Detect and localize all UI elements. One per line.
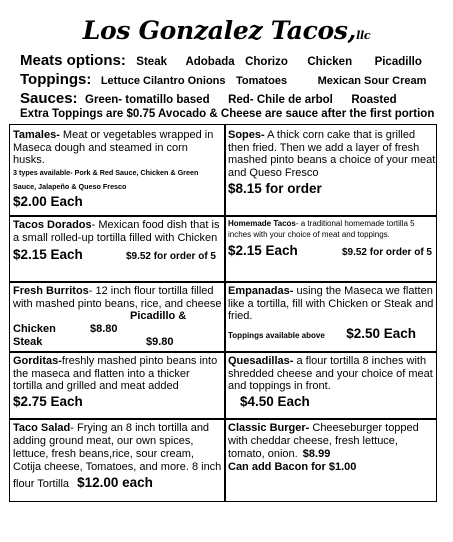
- menu-item-homemade-tacos: [228, 219, 436, 281]
- meat-chorizo: Chorizo: [245, 56, 288, 68]
- item-description: Meat or vegetables wrapped in Maseca dough and steamed in corn husks.: [13, 129, 214, 167]
- item-name: Quesadillas-: [228, 355, 294, 367]
- item-price: $2.15 Each: [13, 247, 83, 263]
- item-price: $2.50 Each: [346, 325, 416, 341]
- item-price: $12.00 each: [77, 475, 153, 490]
- item-description: Cheeseburger topped with cheddar cheese, fresh lettuce, tomato, onion.: [228, 422, 419, 460]
- item-price: $4.50 Each: [240, 393, 310, 409]
- menu-grid: [9, 124, 437, 502]
- extra-toppings-note: Extra Toppings are $0.75 Avocado & Cheese are sauce after the first portion: [20, 108, 435, 120]
- sauces-options: [20, 90, 397, 108]
- title-suffix: llc: [356, 29, 371, 42]
- item-price: $8.15 for order: [228, 181, 322, 197]
- item-name: Homemade Tacos: [228, 219, 296, 228]
- sauces-label: Sauces:: [20, 90, 78, 107]
- toppings-options: [20, 71, 426, 89]
- menu-item-gorditas: [13, 355, 222, 418]
- row-divider: [10, 215, 436, 217]
- column-divider: [224, 125, 226, 501]
- menu-item-sopes: [228, 129, 436, 215]
- item-name: Tacos Dorados: [13, 219, 92, 231]
- meats-label: Meats options:: [20, 52, 126, 69]
- meat-picadillo: Picadillo: [374, 56, 422, 68]
- item-name: Fresh Burritos: [13, 285, 89, 297]
- topping-sour-cream: Mexican Sour Cream: [317, 75, 427, 87]
- item-name: Classic Burger-: [228, 422, 310, 434]
- menu-item-taco-salad: [13, 422, 222, 500]
- meat-adobada: Adobada: [185, 56, 235, 68]
- item-price: $2.15 Each: [228, 243, 298, 258]
- meat-steak: Steak: [136, 56, 167, 68]
- topping-tomatoes: Tomatoes: [235, 75, 288, 87]
- burrito-option-steak: Steak: [13, 336, 43, 348]
- sauce-red: Red- Chile de arbol: [228, 94, 333, 106]
- item-description: - Mexican food dish that is a small rolled-up tortilla filled with Chicken: [13, 219, 220, 244]
- restaurant-title: Los Gonzalez Tacos,llc: [82, 16, 371, 45]
- item-addon: Can add Bacon for $1.00: [228, 461, 357, 473]
- topping-group: Lettuce Cilantro Onions: [100, 75, 226, 87]
- item-description: freshly mashed pinto beans into the maseca and flatten into a thicker tortilla and grilled and meat added: [13, 355, 218, 393]
- sauce-green: Green- tomatillo based: [85, 94, 210, 106]
- item-price: $2.00 Each: [13, 193, 83, 209]
- item-name: Gorditas-: [13, 355, 62, 367]
- meat-chicken: Chicken: [307, 56, 353, 68]
- burrito-price-steak: $9.80: [146, 336, 174, 348]
- item-description: A thick corn cake that is grilled then fried. Then we add a layer of fresh mashed pinto beans a choice of your meat and Queso Fresco: [228, 129, 436, 179]
- item-name: Taco Salad: [13, 422, 71, 434]
- item-note: 3 types available- Pork & Red Sauce, Chicken & Green: [13, 167, 199, 177]
- burrito-option-chicken: Chicken: [13, 323, 56, 335]
- item-name: Sopes-: [228, 129, 265, 141]
- item-price-order: $9.52 for order of 5: [341, 247, 432, 258]
- item-name: Empanadas-: [228, 285, 294, 297]
- menu-item-classic-burger: [228, 422, 436, 500]
- item-note: Toppings available above: [228, 330, 325, 340]
- menu-item-fresh-burritos: [13, 285, 222, 351]
- item-note: Sauce, Jalapeño & Queso Fresco: [13, 181, 127, 191]
- item-description: - 12 inch flour tortilla filled with mashed pinto beans, rice, and cheese: [13, 285, 222, 310]
- item-price-order: $9.52 for order of 5: [125, 251, 216, 263]
- row-divider: [10, 281, 436, 283]
- item-description: - Frying an 8 inch tortilla and adding ground meat, our own spices, lettuce, fresh beans,rice, sour cream, Cotija cheese, Tomatoes, and more. 8 inch flour Tortilla: [13, 422, 222, 490]
- sauce-roasted: Roasted: [351, 94, 397, 106]
- item-price: $8.99: [302, 448, 331, 460]
- row-divider: [10, 418, 436, 420]
- menu-item-tamales: [13, 129, 222, 215]
- meats-options: [20, 52, 422, 70]
- burrito-price-chicken: $8.80: [90, 323, 118, 335]
- menu-item-quesadillas: [228, 355, 436, 418]
- item-name: Tamales-: [13, 129, 60, 141]
- item-description: using the Maseca we flatten like a tortilla, fill with Chicken or Steak and fried.: [228, 285, 434, 323]
- burrito-option-picadillo: Picadillo &: [130, 310, 187, 322]
- item-price: $2.75 Each: [13, 393, 83, 409]
- menu-item-empanadas: [228, 285, 436, 351]
- toppings-label: Toppings:: [20, 71, 92, 88]
- menu-item-tacos-dorados: [13, 219, 222, 281]
- item-description: - a traditional homemade tortilla 5 inches with your choice of meat and toppings.: [228, 219, 415, 239]
- item-description: a flour tortilla 8 inches with shredded cheese and your choice of meat and toppings in front.: [228, 355, 433, 393]
- row-divider: [10, 351, 436, 353]
